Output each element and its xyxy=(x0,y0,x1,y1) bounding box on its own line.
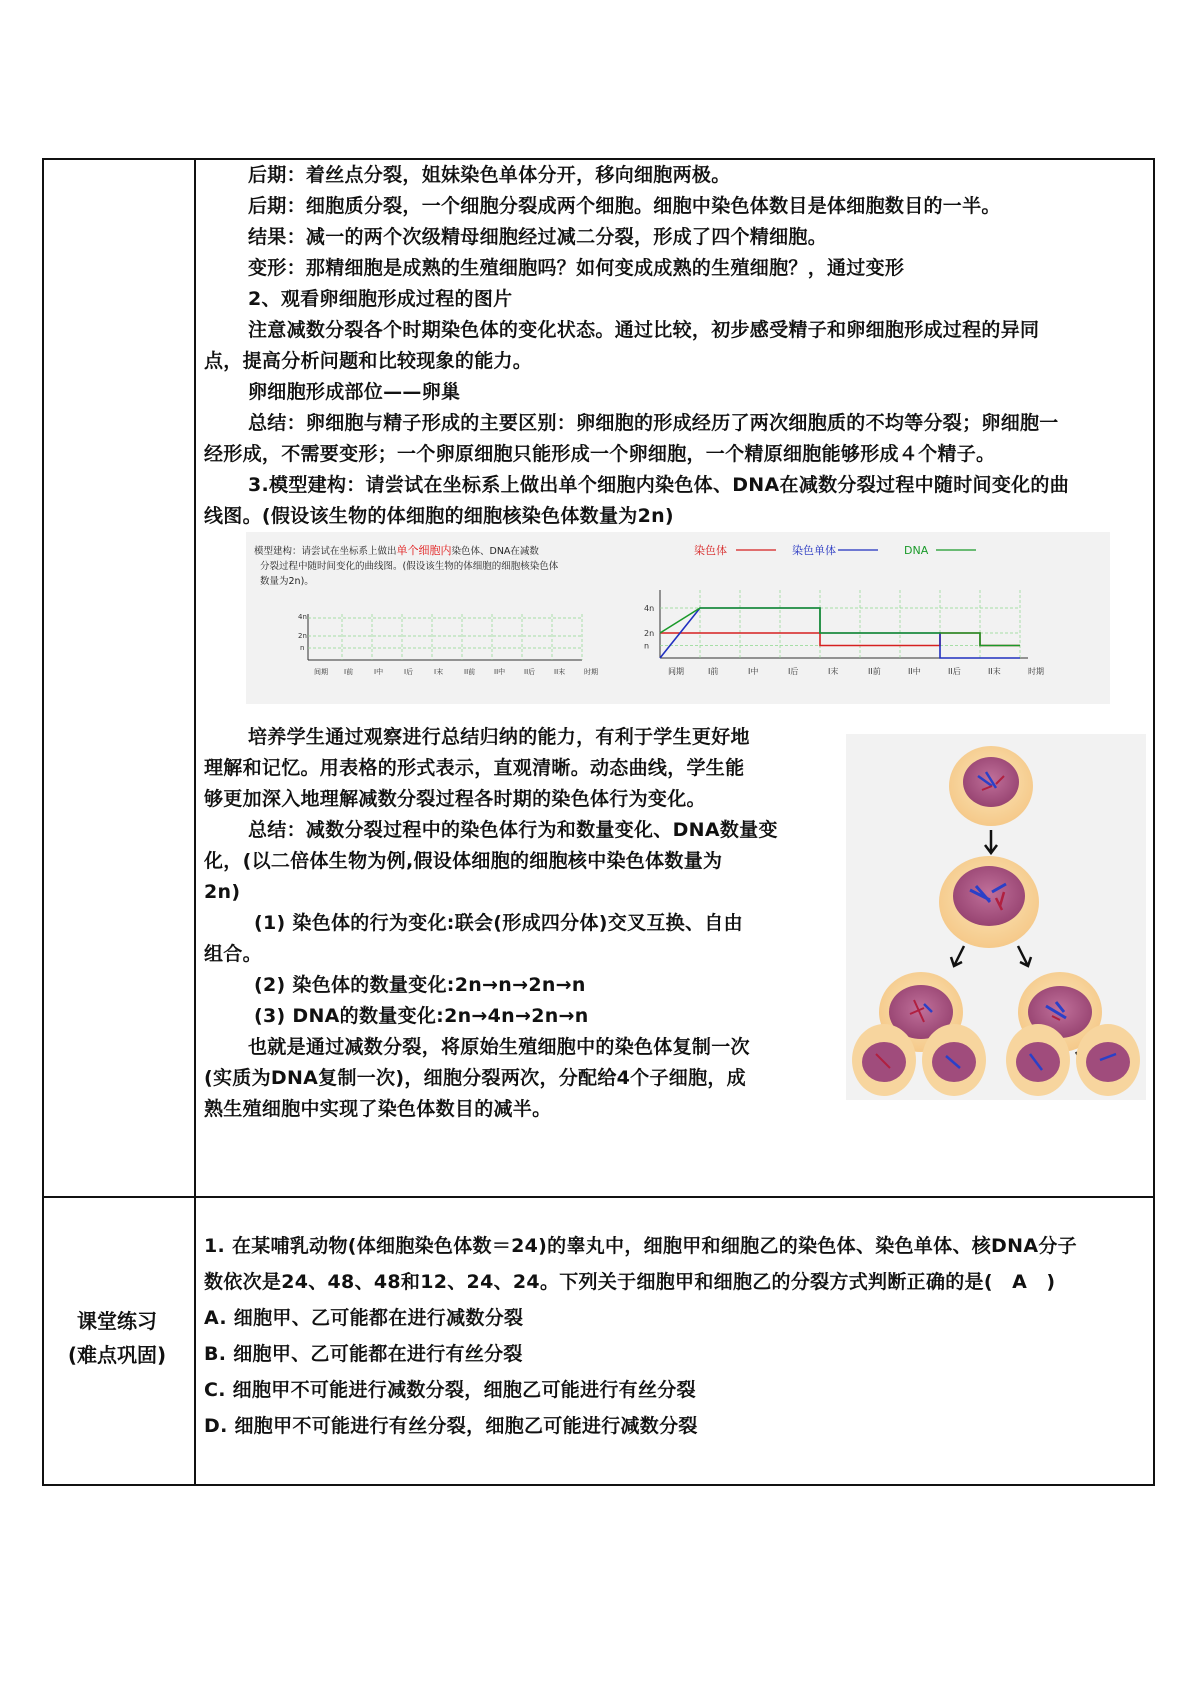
x-tick-label: 间期 xyxy=(668,667,684,676)
practice-sublabel: (难点巩固) xyxy=(67,1343,167,1367)
legend-label: 染色体 xyxy=(694,544,727,557)
text-line: (实质为DNA复制一次)，细胞分裂两次，分配给4个子细胞，成 xyxy=(204,1067,746,1089)
x-tick-label: I中 xyxy=(374,668,384,676)
text-line: 组合。 xyxy=(204,943,262,965)
text-line: 够更加深入地理解减数分裂过程各时期的染色体行为变化。 xyxy=(204,788,706,810)
arrow-down-icon xyxy=(985,830,997,853)
x-tick-label: II中 xyxy=(494,668,506,676)
x-tick-label: I后 xyxy=(404,668,414,676)
text-line: (1) 染色体的行为变化:联会(形成四分体)交叉互换、自由 xyxy=(254,912,743,934)
text-line: 后期：细胞质分裂，一个细胞分裂成两个细胞。细胞中染色体数目是体细胞数目的一半。 xyxy=(248,195,1001,217)
ootid-cell xyxy=(852,1024,916,1096)
text-line: 熟生殖细胞中实现了染色体数目的减半。 xyxy=(204,1098,552,1120)
x-tick-label: I中 xyxy=(748,667,759,676)
legend xyxy=(694,543,976,557)
legend-label: 染色单体 xyxy=(792,544,836,557)
model-figure xyxy=(246,532,1110,704)
series-line xyxy=(660,633,1020,646)
left-fig-text: 分裂过程中随时间变化的曲线图。(假设该生物的体细胞的细胞核染色体 xyxy=(260,561,559,572)
x-tick-label: 间期 xyxy=(314,668,328,676)
text-line: 注意减数分裂各个时期染色体的变化状态。通过比较，初步感受精子和卵细胞形成过程的异同 xyxy=(248,319,1040,341)
x-tick-label: I末 xyxy=(828,667,839,676)
text-line: 卵细胞形成部位——卵巢 xyxy=(248,381,461,403)
text-line: 线图。(假设该生物的体细胞的细胞核染色体数量为2n) xyxy=(204,505,674,527)
text-line: 3.模型建构：请尝试在坐标系上做出单个细胞内染色体、DNA在减数分裂过程中随时间变化的曲 xyxy=(248,474,1070,496)
option-c: C. 细胞甲不可能进行减数分裂，细胞乙可能进行有丝分裂 xyxy=(204,1379,696,1401)
legend-label: DNA xyxy=(904,544,929,557)
option-b: B. 细胞甲、乙可能都在进行有丝分裂 xyxy=(204,1343,523,1365)
text-line: 化，(以二倍体生物为例,假设体细胞的细胞核中染色体数量为 xyxy=(204,850,723,872)
daughter-cells xyxy=(846,1010,1146,1102)
x-tick-label: II前 xyxy=(868,667,881,676)
text-line: 结果：减一的两个次级精母细胞经过减二分裂，形成了四个精细胞。 xyxy=(248,226,828,248)
text-line: 也就是通过减数分裂，将原始生殖细胞中的染色体复制一次 xyxy=(248,1036,750,1058)
practice-label: 课堂练习 xyxy=(77,1309,157,1333)
text-line: 2、观看卵细胞形成过程的图片 xyxy=(248,288,513,310)
text-line: 变形：那精细胞是成熟的生殖细胞吗？如何变成成熟的生殖细胞？，通过变形 xyxy=(248,257,905,279)
text-line: (3) DNA的数量变化:2n→4n→2n→n xyxy=(254,1005,589,1027)
meiosis-line-chart xyxy=(644,590,1044,676)
column-divider xyxy=(194,160,196,1484)
left-empty-axes xyxy=(298,613,598,676)
x-tick-label: I前 xyxy=(708,667,719,676)
option-d: D. 细胞甲不可能进行有丝分裂，细胞乙可能进行减数分裂 xyxy=(204,1415,698,1437)
x-tick-label: I前 xyxy=(344,668,354,676)
text-line: (2) 染色体的数量变化:2n→n→2n→n xyxy=(254,974,586,996)
row-divider xyxy=(44,1196,1153,1198)
arrow-down-left-icon xyxy=(951,946,964,966)
left-fig-text: 数量为2n)。 xyxy=(260,576,314,587)
text-line: 点，提高分析问题和比较现象的能力。 xyxy=(204,350,533,372)
polar-body-cell xyxy=(1006,1024,1070,1096)
text-line: 后期：着丝点分裂，姐妹染色单体分开，移向细胞两极。 xyxy=(248,164,731,186)
polar-body-cell xyxy=(922,1024,986,1096)
text-line: 总结：减数分裂过程中的染色体行为和数量变化、DNA数量变 xyxy=(248,819,778,841)
text-line: 2n) xyxy=(204,881,241,903)
option-a: A. 细胞甲、乙可能都在进行减数分裂 xyxy=(204,1307,524,1329)
x-tick-label: I末 xyxy=(434,668,444,676)
y-tick-label: 4n xyxy=(644,604,655,613)
question-line: 1. 在某哺乳动物(体细胞染色体数＝24)的睾丸中，细胞甲和细胞乙的染色体、染色单体、核DNA分子 xyxy=(204,1235,1077,1257)
series-line xyxy=(660,608,1020,646)
model-figure-svg xyxy=(246,532,1110,704)
arrow-down-right-icon xyxy=(1018,946,1031,966)
x-tick-label: 时期 xyxy=(1028,667,1044,676)
x-tick-label: II后 xyxy=(524,668,536,676)
y-tick-label: 4n xyxy=(298,613,307,621)
text-line: 理解和记忆。用表格的形式表示，直观清晰。动态曲线，学生能 xyxy=(204,757,745,779)
text-line: 培养学生通过观察进行总结归纳的能力，有利于学生更好地 xyxy=(248,726,750,748)
y-tick-label: n xyxy=(300,644,305,652)
text-line: 总结：卵细胞与精子形成的主要区别：卵细胞的形成经历了两次细胞质的不均等分裂；卵细胞一 xyxy=(248,412,1059,434)
y-tick-label: n xyxy=(644,641,650,651)
primary-oocyte-cell xyxy=(939,856,1039,948)
text-line: 经形成，不需要变形；一个卵原细胞只能形成一个卵细胞，一个精原细胞能够形成４个精子。 xyxy=(204,443,996,465)
x-tick-label: I后 xyxy=(788,667,799,676)
x-tick-label: II前 xyxy=(464,668,476,676)
x-tick-label: II末 xyxy=(554,668,566,676)
question-line: 数依次是24、48、48和12、24、24。下列关于细胞甲和细胞乙的分裂方式判断正确的是( A ) xyxy=(204,1271,1056,1293)
polar-body-cell xyxy=(1076,1024,1140,1096)
x-tick-label: II末 xyxy=(988,667,1001,676)
y-tick-label: 2n xyxy=(644,629,655,638)
left-fig-text: 模型建构：请尝试在坐标系上做出单个细胞内染色体、DNA在减数 xyxy=(254,544,539,557)
y-tick-label: 2n xyxy=(298,632,307,640)
x-tick-label: II中 xyxy=(908,667,921,676)
daughter-cells-svg xyxy=(846,1010,1146,1102)
oocyte-cell xyxy=(949,746,1033,826)
x-tick-label: 时期 xyxy=(584,668,598,676)
x-tick-label: II后 xyxy=(948,667,961,676)
